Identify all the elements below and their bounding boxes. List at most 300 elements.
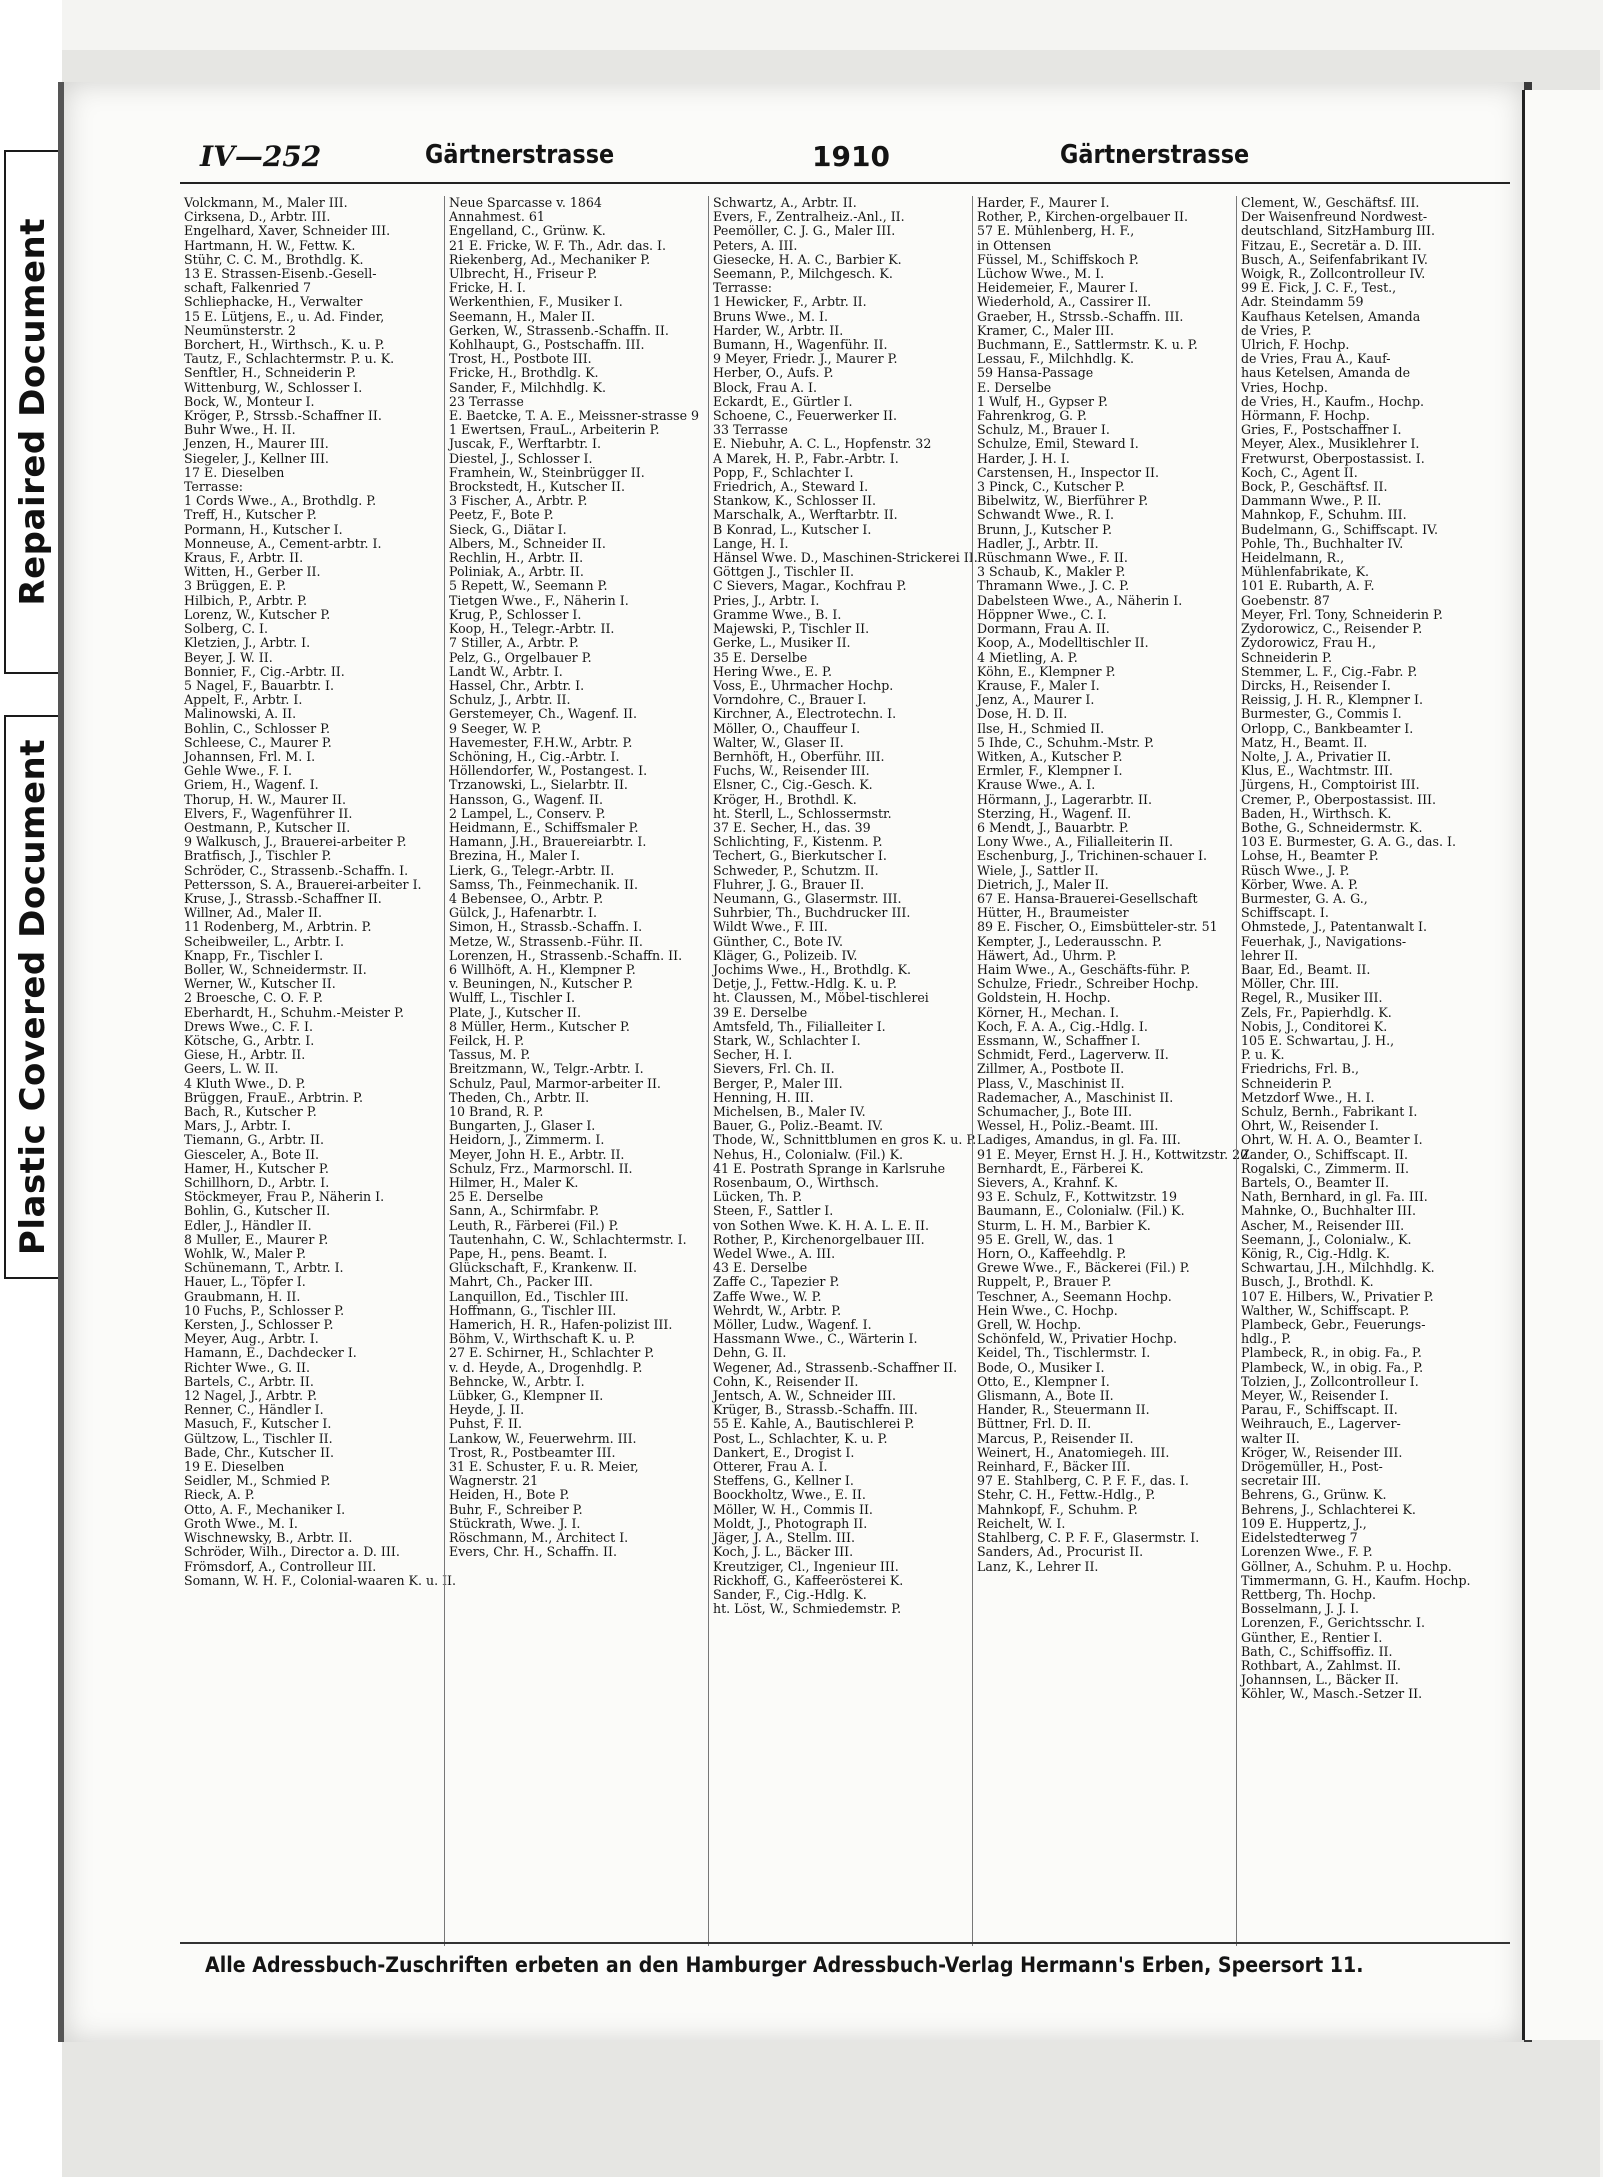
directory-entry: 9 Meyer, Friedr. J., Maurer P. [713, 351, 898, 367]
directory-entry: 10 Fuchs, P., Schlosser P. [184, 1302, 345, 1318]
directory-entry: Boockholtz, Wwe., E. II. [713, 1487, 866, 1503]
directory-entry: 2 Lampel, L., Conserv. P. [449, 805, 606, 821]
directory-entry: Bath, C., Schiffsoffiz. II. [1241, 1643, 1393, 1659]
directory-entry: Matz, H., Beamt. II. [1241, 734, 1368, 750]
directory-entry: Plass, V., Maschinist II. [977, 1075, 1125, 1091]
directory-entry: Schünemann, T., Arbtr. I. [184, 1260, 344, 1276]
directory-entry: Schwandt Wwe., R. I. [977, 507, 1114, 523]
directory-entry: Möller, Chr. III. [1241, 976, 1339, 992]
directory-entry: Woigk, R., Zollcontrolleur IV. [1241, 266, 1426, 282]
directory-entry: Schiffscapt. I. [1241, 905, 1329, 921]
directory-entry: Meyer, John H. E., Arbtr. II. [449, 1146, 625, 1162]
directory-entry: de Vries, H., Kaufm., Hochp. [1241, 393, 1425, 409]
directory-entry: 107 E. Hilbers, W., Privatier P. [1241, 1288, 1434, 1304]
directory-entry: Berger, P., Maler III. [713, 1075, 843, 1091]
directory-entry: Rogalski, C., Zimmerm. II. [1241, 1160, 1410, 1176]
directory-entry: Nobis, J., Conditorei K. [1241, 1018, 1388, 1034]
directory-entry: Poliniak, A., Arbtr. II. [449, 564, 584, 580]
directory-entry: Reinhard, F., Bäcker III. [977, 1459, 1131, 1475]
directory-entry: Clement, W., Geschäftsf. III. [1241, 195, 1420, 210]
directory-entry: Sievers, Frl. Ch. II. [713, 1061, 835, 1077]
directory-entry: Möller, W. H., Commis II. [713, 1501, 873, 1517]
directory-entry: Heidemeier, F., Maurer I. [977, 280, 1139, 296]
directory-entry: Goldstein, H. Hochp. [977, 990, 1111, 1006]
directory-entry: Evers, Chr. H., Schaffn. II. [449, 1544, 617, 1560]
directory-entry: Köhler, W., Masch.-Setzer II. [1241, 1686, 1423, 1702]
directory-entry: 1 Hewicker, F., Arbtr. II. [713, 294, 867, 310]
directory-entry: 57 E. Mühlenberg, H. F., [977, 223, 1135, 239]
directory-entry: schaft, Falkenried 7 [184, 280, 312, 296]
directory-entry: Kersten, J., Schlosser P. [184, 1317, 334, 1333]
directory-entry: Elvers, F., Wagenführer II. [184, 805, 353, 821]
directory-entry: Ohrt, W., Reisender I. [1241, 1118, 1379, 1134]
directory-entry: Hamer, H., Kutscher P. [184, 1160, 329, 1176]
directory-entry: Jäger, J. A., Stellm. III. [713, 1530, 855, 1546]
directory-entry: Bruns Wwe., M. I. [713, 308, 829, 324]
directory-entry: Kirchner, A., Electrotechn. I. [713, 706, 897, 722]
directory-column-3 [708, 195, 978, 1946]
directory-entry: Schröder, Wilh., Director a. D. III. [184, 1544, 400, 1560]
directory-entry: Bonnier, F., Cig.-Arbtr. II. [184, 663, 345, 679]
directory-entry: Rother, P., Kirchenorgelbauer III. [713, 1231, 925, 1247]
directory-entry: Hoffmann, G., Tischler III. [449, 1302, 617, 1318]
directory-entry: de Vries, P. [1241, 322, 1312, 338]
directory-entry: Harder, W., Arbtr. II. [713, 322, 844, 338]
directory-entry: 21 E. Fricke, W. F. Th., Adr. das. I. [449, 237, 667, 253]
directory-entry: Monneuse, A., Cement-arbtr. I. [184, 535, 382, 551]
directory-entry: Moldt, J., Photograph II. [713, 1515, 868, 1531]
directory-entry: Heiden, H., Bote P. [449, 1487, 570, 1503]
directory-entry: Elsner, C., Cig.-Gesch. K. [713, 777, 873, 793]
directory-entry: Wessel, H., Poliz.-Beamt. III. [977, 1118, 1159, 1134]
directory-entry: Mars, J., Arbtr. I. [184, 1118, 291, 1134]
directory-entry: Bode, O., Musiker I. [977, 1359, 1105, 1375]
directory-entry: Eckardt, E., Gürtler I. [713, 393, 853, 409]
directory-entry: 3 Schaub, K., Makler P. [977, 564, 1126, 580]
directory-entry: Ulbrecht, H., Friseur P. [449, 266, 598, 282]
directory-entry: Steffens, G., Kellner I. [713, 1473, 854, 1489]
directory-entry: Lierk, G., Telegr.-Arbtr. II. [449, 862, 615, 878]
directory-entry: v. d. Heyde, A., Drogenhdlg. P. [449, 1359, 643, 1375]
directory-entry: Lanquillon, Ed., Tischler III. [449, 1288, 629, 1304]
directory-entry: Reichelt, W. I. [977, 1515, 1066, 1531]
directory-entry: Cremer, P., Oberpostassist. III. [1241, 791, 1437, 807]
directory-entry: Burmester, G. A. G., [1241, 890, 1368, 906]
directory-entry: 103 E. Burmester, G. A. G., das. I. [1241, 834, 1456, 850]
directory-entry: Tassus, M. P. [449, 1047, 531, 1063]
directory-entry: Bungarten, J., Glaser I. [449, 1118, 596, 1134]
directory-entry: Solberg, C. I. [184, 621, 269, 637]
directory-entry: Körner, H., Mechan. I. [977, 1004, 1119, 1020]
directory-entry: 41 E. Postrath Sprange in Karlsruhe [713, 1160, 946, 1176]
directory-entry: Stöckmeyer, Frau P., Näherin I. [184, 1189, 385, 1205]
directory-entry: Brüggen, FrauE., Arbtrin. P. [184, 1089, 363, 1105]
directory-entry: Schröder, C., Strassenb.-Schaffn. I. [184, 862, 409, 878]
directory-entry: Rieck, A. P. [184, 1487, 255, 1503]
directory-entry: Suhrbier, Th., Buchdrucker III. [713, 905, 911, 921]
directory-entry: Wegener, Ad., Strassenb.-Schaffner II. [713, 1359, 958, 1375]
directory-entry: Sturm, L. H. M., Barbier K. [977, 1217, 1151, 1233]
directory-entry: walter II. [1241, 1430, 1300, 1446]
directory-entry: Giese, H., Arbtr. II. [184, 1047, 306, 1063]
directory-entry: Somann, W. H. F., Colonial-waaren K. u. II. [184, 1572, 457, 1588]
directory-entry: Kröger, H., Brothdl. K. [713, 791, 857, 807]
directory-entry: Riekenberg, Ad., Mechaniker P. [449, 251, 651, 267]
directory-entry: Lorenzen, H., Strassenb.-Schaffn. II. [449, 947, 683, 963]
directory-entry: Griem, H., Wagenf. I. [184, 777, 319, 793]
directory-entry: Hadler, J., Arbtr. II. [977, 535, 1099, 551]
directory-entry: Göllner, A., Schuhm. P. u. Hochp. [1241, 1558, 1452, 1574]
directory-entry: Sievers, A., Krahnf. K. [977, 1175, 1119, 1191]
directory-entry: Rüschmann Wwe., F. II. [977, 550, 1128, 566]
directory-entry: 93 E. Schulz, F., Kottwitzstr. 19 [977, 1189, 1178, 1205]
directory-entry: Bibelwitz, W., Bierführer P. [977, 493, 1149, 509]
directory-entry: Fuchs, W., Reisender III. [713, 763, 870, 779]
directory-entry: Breitzmann, W., Telgr.-Arbtr. I. [449, 1061, 644, 1077]
directory-entry: Bothe, G., Schneidermstr. K. [1241, 819, 1423, 835]
directory-entry: 4 Kluth Wwe., D. P. [184, 1075, 306, 1091]
directory-entry: Graubmann, H. II. [184, 1288, 301, 1304]
directory-entry: Peters, A. III. [713, 237, 798, 253]
directory-entry: Peemöller, C. J. G., Maler III. [713, 223, 896, 239]
directory-entry: Pettersson, S. A., Brauerei-arbeiter I. [184, 876, 422, 892]
directory-entry: Marschalk, A., Werftarbtr. II. [713, 507, 898, 523]
directory-entry: 109 E. Huppertz, J., [1241, 1515, 1367, 1531]
directory-entry: Schönfeld, W., Privatier Hochp. [977, 1331, 1177, 1347]
directory-entry: Seemann, P., Milchgesch. K. [713, 266, 893, 282]
directory-entry: Kruse, J., Strassb.-Schaffner II. [184, 890, 382, 906]
directory-entry: E. Baetcke, T. A. E., Meissner-strasse 9 [449, 408, 700, 424]
directory-entry: Orlopp, C., Bankbeamter I. [1241, 720, 1414, 736]
directory-entry: Schneiderin P. [1241, 1075, 1332, 1091]
directory-entry: Theden, Ch., Arbtr. II. [449, 1089, 590, 1105]
directory-entry: 19 E. Dieselben [184, 1459, 285, 1475]
directory-entry: Gültzow, L., Tischler II. [184, 1430, 333, 1446]
directory-entry: 4 Bebensee, O., Arbtr. P. [449, 890, 604, 906]
directory-entry: Cirksena, D., Arbtr. III. [184, 209, 331, 225]
directory-entry: Ulrich, F. Hochp. [1241, 337, 1350, 353]
directory-entry: Böhm, V., Wirthschaft K. u. P. [449, 1331, 636, 1347]
directory-entry: Hartmann, H. W., Fettw. K. [184, 237, 356, 253]
directory-entry: Bernhöft, H., Oberführ. III. [713, 748, 885, 764]
repaired-document-text: Repaired Document [13, 218, 53, 606]
directory-entry: Groth Wwe., M. I. [184, 1515, 298, 1531]
directory-entry: Frömsdorf, A., Controlleur III. [184, 1558, 377, 1574]
repaired-document-label [4, 150, 62, 674]
directory-entry: Tautz, F., Schlachtermstr. P. u. K. [184, 351, 395, 367]
directory-entry: Hamann, J.H., Brauereiarbtr. I. [449, 834, 647, 850]
directory-entry: Parau, F., Schiffscapt. II. [1241, 1402, 1398, 1418]
directory-entry: Bosselmann, J. J. I. [1241, 1601, 1360, 1617]
directory-entry: hdlg., P. [1241, 1331, 1292, 1347]
directory-entry: Plate, J., Kutscher II. [449, 1004, 581, 1020]
directory-entry: Dankert, E., Drogist I. [713, 1444, 855, 1460]
directory-entry: Zander, O., Schiffscapt. II. [1241, 1146, 1408, 1162]
directory-entry: Brunn, J., Kutscher P. [977, 521, 1113, 537]
directory-entry: Hänsel Wwe. D., Maschinen-Strickerei II. [713, 550, 978, 566]
directory-entry: Simon, H., Strassb.-Schaffn. I. [449, 919, 643, 935]
directory-entry: Willner, Ad., Maler II. [184, 905, 323, 921]
directory-column-4 [972, 195, 1249, 1946]
directory-entry: Marcus, P., Reisender II. [977, 1430, 1134, 1446]
directory-entry: Dehn, G. II. [713, 1345, 787, 1361]
directory-entry: Günther, C., Bote IV. [713, 933, 843, 949]
directory-entry: Lorenzen Wwe., F. P. [1241, 1544, 1373, 1560]
directory-entry: Schulz, J., Arbtr. II. [449, 692, 571, 708]
directory-entry: Walter, W., Glaser II. [713, 734, 844, 750]
directory-entry: Büttner, Frl. D. II. [977, 1416, 1092, 1432]
directory-entry: Tietgen Wwe., F., Näherin I. [449, 592, 629, 608]
directory-entry: Sanders, Ad., Procurist II. [977, 1544, 1144, 1560]
directory-entry: Albers, M., Schneider II. [449, 535, 606, 551]
directory-entry: Schleese, C., Maurer P. [184, 734, 332, 750]
directory-entry: Zydorowicz, C., Reisender P. [1241, 621, 1423, 637]
directory-entry: Koop, H., Telegr.-Arbtr. II. [449, 621, 615, 637]
directory-entry: Zydorowicz, Frau H., [1241, 635, 1376, 651]
directory-entry: Horn, O., Kaffeehdlg. P. [977, 1246, 1127, 1262]
directory-entry: Havemester, F.H.W., Arbtr. P. [449, 734, 633, 750]
directory-entry: Metze, W., Strassenb.-Führ. II. [449, 933, 643, 949]
directory-entry: Bartels, C., Arbtr. II. [184, 1373, 314, 1389]
directory-entry: Fricke, H. I. [449, 280, 526, 296]
directory-entry: Krug, P., Schlosser I. [449, 606, 582, 622]
directory-entry: Goebenstr. 87 [1241, 592, 1330, 608]
directory-entry: Pormann, H., Kutscher I. [184, 521, 343, 537]
directory-entry: 3 Brüggen, E. P. [184, 578, 287, 594]
directory-entry: 15 E. Lütjens, E., u. Ad. Finder, [184, 308, 385, 324]
directory-entry: Kramer, C., Maler III. [977, 322, 1115, 338]
directory-entry: Rademacher, A., Maschinist II. [977, 1089, 1174, 1105]
directory-entry: 13 E. Strassen-Eisenb.-Gesell- [184, 266, 377, 282]
directory-entry: Giesceler, A., Bote II. [184, 1146, 320, 1162]
directory-entry: Behrens, G., Grünw. K. [1241, 1487, 1387, 1503]
directory-entry: Plambeck, W., in obig. Fa., P. [1241, 1359, 1424, 1375]
directory-entry: Majewski, P., Tischler II. [713, 621, 870, 637]
directory-entry: Wulff, L., Tischler I. [449, 990, 575, 1006]
directory-entry: E. Derselbe [977, 379, 1052, 395]
directory-entry: 5 Ihde, C., Schuhm.-Mstr. P. [977, 734, 1155, 750]
directory-entry: C Sievers, Magar., Kochfrau P. [713, 578, 907, 594]
directory-entry: Engelland, C., Grünw. K. [449, 223, 606, 239]
directory-entry: Wittenburg, W., Schlosser I. [184, 379, 363, 395]
directory-entry: Samss, Th., Feinmechanik. II. [449, 876, 638, 892]
directory-entry: Tautenhahn, C. W., Schlachtermstr. I. [449, 1231, 687, 1247]
directory-entry: Weinert, H., Anatomiegeh. III. [977, 1444, 1170, 1460]
directory-entry: Ermler, F., Klempner I. [977, 763, 1123, 779]
directory-entry: Jochims Wwe., H., Brothdlg. K. [713, 961, 912, 977]
directory-entry: Renner, C., Händler I. [184, 1402, 324, 1418]
directory-entry: Hassmann Wwe., C., Wärterin I. [713, 1331, 918, 1347]
directory-entry: Carstensen, H., Inspector II. [977, 464, 1160, 480]
directory-entry: Wischnewsky, B., Arbtr. II. [184, 1530, 353, 1546]
directory-entry: Eidelstedterweg 7 [1241, 1530, 1358, 1546]
directory-entry: Mahnkopf, F., Schuhm. P. [977, 1501, 1138, 1517]
directory-entry: Heidmann, E., Schiffsmaler P. [449, 819, 639, 835]
directory-entry: Brockstedt, H., Kutscher II. [449, 479, 625, 495]
directory-entry: Metzdorf Wwe., H. I. [1241, 1089, 1375, 1105]
directory-entry: Adr. Steindamm 59 [1241, 294, 1364, 310]
directory-entry: Secher, H. I. [713, 1047, 793, 1063]
directory-entry: Köhn, E., Klempner P. [977, 663, 1116, 679]
directory-entry: Hütter, H., Braumeister [977, 905, 1129, 921]
directory-entry: Dircks, H., Reisender I. [1241, 677, 1391, 693]
directory-entry: Nath, Bernhard, in gl. Fa. III. [1241, 1189, 1428, 1205]
directory-entry: Fluhrer, J. G., Brauer II. [713, 876, 865, 892]
directory-entry: Tolzien, J., Zollcontrolleur I. [1241, 1373, 1419, 1389]
directory-entry: Scheibweiler, L., Arbtr. I. [184, 933, 344, 949]
directory-entry: Bauer, G., Poliz.-Beamt. IV. [713, 1118, 884, 1134]
directory-entry: Puhst, F. II. [449, 1416, 522, 1432]
directory-entry: 95 E. Grell, W., das. 1 [977, 1231, 1115, 1247]
directory-entry: Leuth, R., Färberei (Fil.) P. [449, 1217, 619, 1233]
directory-entry: ht. Sterll, L., Schlossermstr. [713, 805, 892, 821]
directory-entry: Jentsch, A. W., Schneider III. [713, 1388, 897, 1404]
directory-entry: Rettberg, Th. Hochp. [1241, 1586, 1376, 1602]
directory-entry: 43 E. Derselbe [713, 1260, 808, 1276]
directory-entry: Hassel, Chr., Arbtr. I. [449, 677, 585, 693]
directory-entry: Kötsche, G., Arbtr. I. [184, 1032, 315, 1048]
directory-entry: Kohlhaupt, G., Postschaffn. III. [449, 337, 645, 353]
directory-entry: Jenzen, H., Maurer III. [184, 436, 329, 452]
directory-entry: Dose, H. D. II. [977, 706, 1068, 722]
directory-entry: ht. Claussen, M., Möbel-tischlerei [713, 990, 929, 1006]
directory-entry: Heidelmann, R., [1241, 550, 1345, 566]
directory-entry: Vorndohre, C., Brauer I. [713, 692, 867, 708]
directory-entry: Ohrt, W. H. A. O., Beamter I. [1241, 1132, 1423, 1148]
directory-entry: Nehus, H., Colonialw. (Fil.) K. [713, 1146, 903, 1162]
directory-entry: 3 Fischer, A., Arbtr. P. [449, 493, 588, 509]
directory-entry: Framhein, W., Steinbrügger II. [449, 464, 645, 480]
directory-entry: Techert, G., Bierkutscher I. [713, 848, 887, 864]
directory-entry: von Sothen Wwe. K. H. A. L. E. II. [713, 1217, 929, 1233]
directory-entry: Busch, J., Brothdl. K. [1241, 1274, 1374, 1290]
directory-entry: 8 Müller, Herm., Kutscher P. [449, 1018, 630, 1034]
directory-entry: 1 Wulf, H., Gypser P. [977, 393, 1108, 409]
directory-entry: Gerke, L., Musiker II. [713, 635, 851, 651]
directory-entry: Göttgen J., Tischler II. [713, 564, 854, 580]
plastic-covered-document-text: Plastic Covered Document [13, 738, 53, 1256]
directory-entry: Geers, L. W. II. [184, 1061, 279, 1077]
directory-entry: Pohle, Th., Buchhalter IV. [1241, 535, 1404, 551]
directory-entry: Edler, J., Händler II. [184, 1217, 312, 1233]
directory-entry: Seidler, M., Schmied P. [184, 1473, 331, 1489]
directory-entry: Pape, H., pens. Beamt. I. [449, 1246, 608, 1262]
directory-column-2 [444, 195, 700, 1946]
year-title: 1910 [812, 140, 890, 173]
directory-entry: Stemmer, L. F., Cig.-Fabr. P. [1241, 663, 1418, 679]
directory-entry: Bock, W., Monteur I. [184, 393, 315, 409]
publisher-footer: Alle Adressbuch-Zuschriften erbeten an den Hamburger Adressbuch-Verlag Hermann's Erben, Speersort 11. [205, 1953, 1364, 1977]
directory-entry: König, R., Cig.-Hdlg. K. [1241, 1246, 1390, 1262]
directory-entry: Dammann Wwe., P. II. [1241, 493, 1382, 509]
directory-entry: Schwartz, A., Arbtr. II. [713, 195, 857, 210]
directory-entry: Gülck, J., Hafenarbtr. I. [449, 905, 597, 921]
directory-entry: Gerstemeyer, Ch., Wagenf. II. [449, 706, 638, 722]
directory-entry: Beyer, J. W. II. [184, 649, 273, 665]
directory-entry: Wohlk, W., Maler P. [184, 1246, 307, 1262]
directory-entry: Friedrich, A., Steward I. [713, 479, 869, 495]
header-rule [180, 182, 1510, 184]
directory-entry: Hörmann, F. Hochp. [1241, 408, 1370, 424]
directory-entry: Schillhorn, D., Arbtr. I. [184, 1175, 330, 1191]
directory-entry: Post, L., Schlachter, K. u. P. [713, 1430, 888, 1446]
directory-entry: 2 Broesche, C. O. F. P. [184, 990, 323, 1006]
directory-entry: Schulz, M., Brauer I. [977, 422, 1110, 438]
directory-entry: ht. Löst, W., Schmiedemstr. P. [713, 1601, 902, 1617]
directory-entry: Sann, A., Schirmfabr. P. [449, 1203, 600, 1219]
directory-entry: Dormann, Frau A. II. [977, 621, 1110, 637]
directory-entry: de Vries, Frau A., Kauf- [1241, 351, 1391, 367]
directory-entry: Ladiges, Amandus, in gl. Fa. III. [977, 1132, 1181, 1148]
directory-entry: Hering Wwe., E. P. [713, 663, 832, 679]
directory-entry: Lorenz, W., Kutscher P. [184, 606, 331, 622]
directory-entry: Buhr, F., Schreiber P. [449, 1501, 583, 1517]
directory-entry: Gries, F., Postschaffner I. [1241, 422, 1402, 438]
directory-entry: Rother, P., Kirchen-orgelbauer II. [977, 209, 1188, 225]
directory-entry: Budelmann, G., Schiffscapt. IV. [1241, 521, 1438, 537]
directory-entry: Lübker, G., Klempner II. [449, 1388, 604, 1404]
directory-entry: Stückrath, Wwe. J. I. [449, 1515, 581, 1531]
directory-entry: Fitzau, E., Secretär a. D. III. [1241, 237, 1422, 253]
directory-entry: Fahrenkrog, G. P. [977, 408, 1087, 424]
directory-entry: Meyer, Frl. Tony, Schneiderin P. [1241, 606, 1443, 622]
directory-entry: Cohn, K., Reisender II. [713, 1373, 859, 1389]
directory-entry: Masuch, F., Kutscher I. [184, 1416, 332, 1432]
directory-entry: Plambeck, R., in obig. Fa., P. [1241, 1345, 1422, 1361]
directory-entry: Hansson, G., Wagenf. II. [449, 791, 604, 807]
directory-entry: Voss, E., Uhrmacher Hochp. [713, 677, 894, 693]
adjacent-page-edge [1522, 90, 1603, 2040]
directory-entry: Dabelsteen Wwe., A., Näherin I. [977, 592, 1183, 608]
directory-entry: 1 Ewertsen, FrauL., Arbeiterin P. [449, 422, 660, 438]
directory-entry: Gehle Wwe., F. I. [184, 763, 293, 779]
directory-entry: Stahlberg, C. P. F. F., Glasermstr. I. [977, 1530, 1200, 1546]
directory-entry: Koch, F. A. A., Cig.-Hdlg. I. [977, 1018, 1148, 1034]
directory-entry: Michelsen, B., Maler IV. [713, 1104, 866, 1119]
directory-entry: 31 E. Schuster, F. u. R. Meier, [449, 1459, 639, 1475]
directory-entry: Brezina, H., Maler I. [449, 848, 580, 864]
directory-entry: Engelhard, Xaver, Schneider III. [184, 223, 391, 239]
directory-entry: haus Ketelsen, Amanda de [1241, 365, 1411, 381]
directory-entry: Pelz, G., Orgelbauer P. [449, 649, 592, 665]
directory-entry: 10 Brand, R. P. [449, 1104, 544, 1119]
directory-entry: Schulz, Frz., Marmorschl. II. [449, 1160, 633, 1176]
directory-entry: Otto, A. F., Mechaniker I. [184, 1501, 346, 1517]
street-title-right: Gärtnerstrasse [1060, 140, 1250, 170]
directory-entry: Henning, H. III. [713, 1089, 814, 1105]
directory-entry: Kletzien, J., Arbtr. I. [184, 635, 311, 651]
directory-entry: Schumacher, J., Bote III. [977, 1104, 1132, 1119]
directory-entry: Essmann, W., Schaffner I. [977, 1032, 1141, 1048]
directory-entry: Werkenthien, F., Musiker I. [449, 294, 623, 310]
plastic-covered-document-label [4, 715, 62, 1279]
directory-entry: Koch, J. L., Bäcker III. [713, 1544, 854, 1560]
directory-entry: Weihrauch, E., Lagerver- [1241, 1416, 1401, 1432]
directory-entry: Hein Wwe., C. Hochp. [977, 1302, 1118, 1318]
directory-entry: Stehr, C. H., Fettw.-Hdlg., P. [977, 1487, 1156, 1503]
directory-entry: Buchmann, E., Sattlermstr. K. u. P. [977, 337, 1198, 353]
directory-entry: Reissig, J. H. R., Klempner I. [1241, 692, 1424, 708]
directory-entry: Zels, Fr., Papierhdlg. K. [1241, 1004, 1392, 1020]
directory-entry: Meyer, Aug., Arbtr. I. [184, 1331, 319, 1347]
directory-entry: Lony Wwe., A., Filialleiterin II. [977, 834, 1173, 850]
directory-entry: Bock, P., Geschäftsf. II. [1241, 479, 1388, 495]
directory-entry: Dietrich, J., Maler II. [977, 876, 1109, 892]
directory-entry: 105 E. Schwartau, J. H., [1241, 1032, 1395, 1048]
directory-entry: Günther, E., Rentier I. [1241, 1629, 1383, 1645]
directory-entry: Heidorn, J., Zimmerm. I. [449, 1132, 605, 1148]
directory-entry: Lüchow Wwe., M. I. [977, 266, 1105, 282]
